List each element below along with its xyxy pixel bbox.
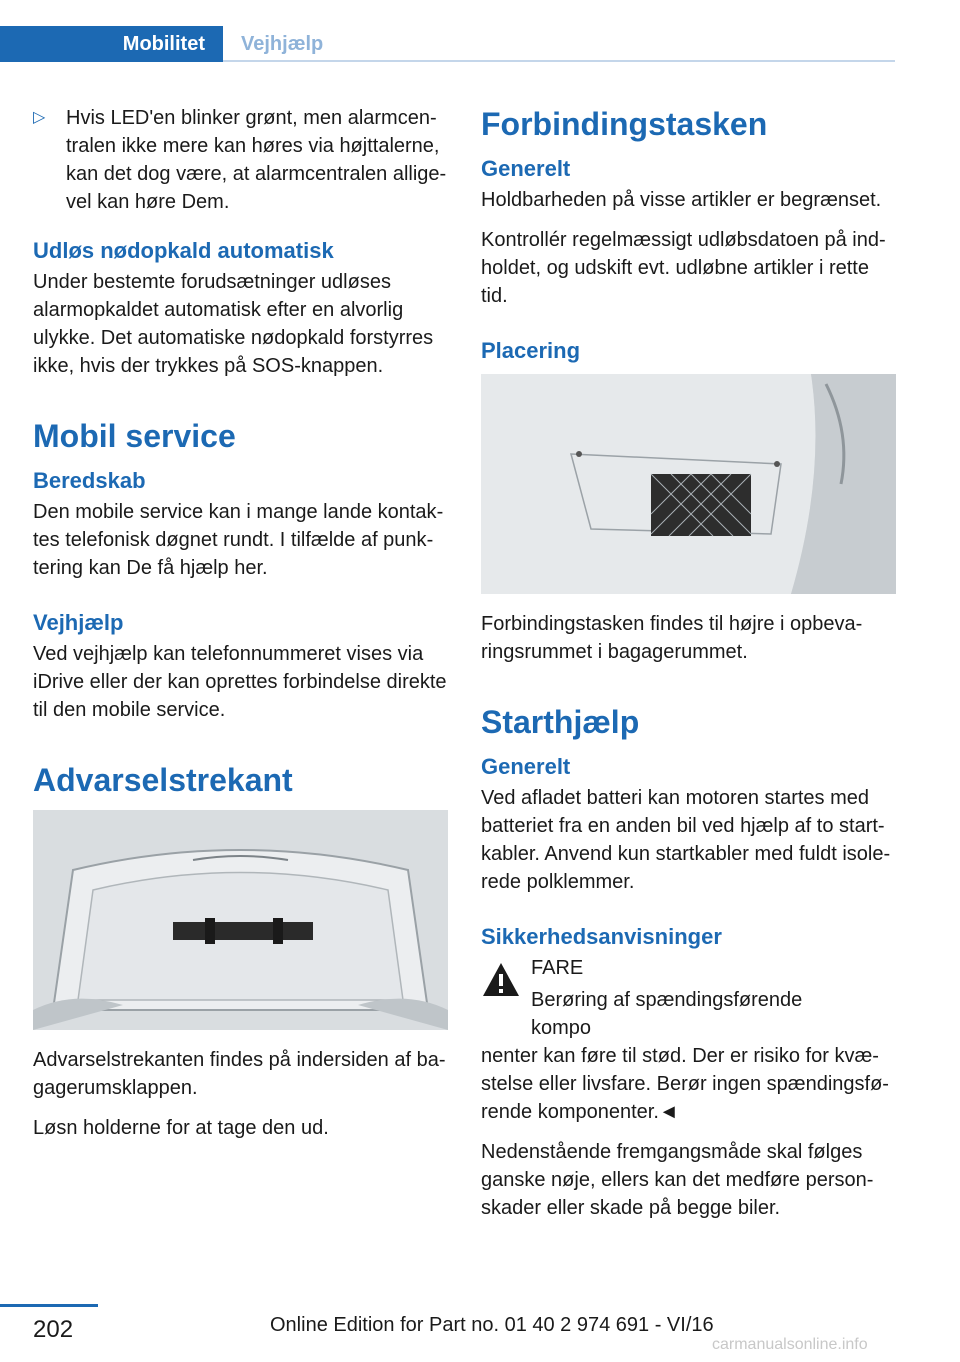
paragraph-generelt-1b: Kontrollér regelmæssigt udløbsdatoen på indholdet, og udskift evt. udløbne artikler i rette tid. <box>481 229 886 307</box>
warning-title: FARE <box>531 957 584 979</box>
right-column <box>481 104 896 1234</box>
triangle-bullet-icon: ▷ <box>33 109 46 126</box>
warning-body: nenter kan føre til stød. Der er risiko for kvæstelse eller livsfare. Berør ingen spændingsførende komponenter.◄ <box>481 1045 889 1123</box>
paragraph-nedenstaaende: Nedenstående fremgangsmåde skal følges ganske nøje, ellers kan det medføre personskader eller skade på begge biler. <box>481 1141 874 1219</box>
header-divider <box>223 60 895 62</box>
page-number: 202 <box>33 1316 74 1343</box>
trunk-net-drawing <box>481 374 896 594</box>
heading-beredskab: Beredskab <box>33 468 146 493</box>
paragraph-advarsel-location: Advarselstrekanten findes på indersiden af bagagerumsklappen. <box>33 1049 446 1099</box>
trunk-net-illustration <box>481 374 896 594</box>
paragraph-advarsel-remove: Løsn holderne for at tage den ud. <box>33 1117 329 1139</box>
edition-text: Online Edition for Part no. 01 40 2 974 691 - VI/16 <box>270 1314 714 1336</box>
tab-mobilitet[interactable]: Mobilitet <box>0 26 223 62</box>
heading-placering: Placering <box>481 338 581 363</box>
footer-divider <box>0 1304 98 1307</box>
paragraph-generelt-1a: Holdbarheden på visse artikler er begrænset. <box>481 189 882 211</box>
tab-vejhjaelp[interactable]: Vejhjælp <box>241 32 324 55</box>
watermark-text: carmanualsonline.info <box>712 1336 868 1353</box>
heading-generelt-2: Generelt <box>481 754 571 779</box>
paragraph-vejhjaelp: Ved vejhjælp kan telefonnummeret vises via iDrive eller der kan oprettes forbindelse direkte til den mobile service. <box>33 643 447 721</box>
paragraph-auto-emergency: Under bestemte forudsætninger udløses alarmopkaldet automatisk efter en alvorlig ulykke. Det automatiske nødopkald forstyrres ikke, hvis der trykkes på SOS-knappen. <box>33 271 434 377</box>
heading-forbindingstasken: Forbindingstasken <box>481 106 768 142</box>
bullet-item <box>33 104 448 216</box>
paragraph-beredskab: Den mobile service kan i mange lande kontaktes telefonisk døgnet rundt. I tilfælde af punktering kan De få hjælp her. <box>33 501 444 579</box>
heading-auto-emergency: Udløs nødopkald automatisk <box>33 238 334 263</box>
heading-vejhjaelp: Vejhjælp <box>33 610 124 635</box>
paragraph-placering: Forbindingstasken findes til højre i opbevaringsrummet i bagagerummet. <box>481 613 863 663</box>
trunk-lid-illustration <box>33 810 448 1030</box>
trunk-lid-drawing <box>33 810 448 1030</box>
heading-advarselstrekant: Advarselstrekant <box>33 762 293 798</box>
heading-sikkerhedsanvisninger: Sikkerhedsanvisninger <box>481 924 722 949</box>
heading-mobil-service: Mobil service <box>33 418 236 454</box>
bullet-text: Hvis LED'en blinker grønt, men alarmcentralen ikke mere kan høres via højttalerne, kan det dog være, at alarmcentralen alligevel kan høre Dem. <box>66 107 447 213</box>
danger-notice <box>481 954 896 1042</box>
warning-first-line: Berøring af spændingsførende kompo <box>531 989 803 1039</box>
paragraph-generelt-2: Ved afladet batteri kan motoren startes med batteriet fra en anden bil ved hjælp af to startkabler. Anvend kun startkabler med fuldt isolerede polklemmer. <box>481 787 891 893</box>
heading-starthjaelp: Starthjælp <box>481 704 640 740</box>
page-header <box>0 0 960 62</box>
heading-generelt-1: Generelt <box>481 156 571 181</box>
left-column <box>33 104 448 1154</box>
warning-triangle-icon <box>481 960 521 1000</box>
